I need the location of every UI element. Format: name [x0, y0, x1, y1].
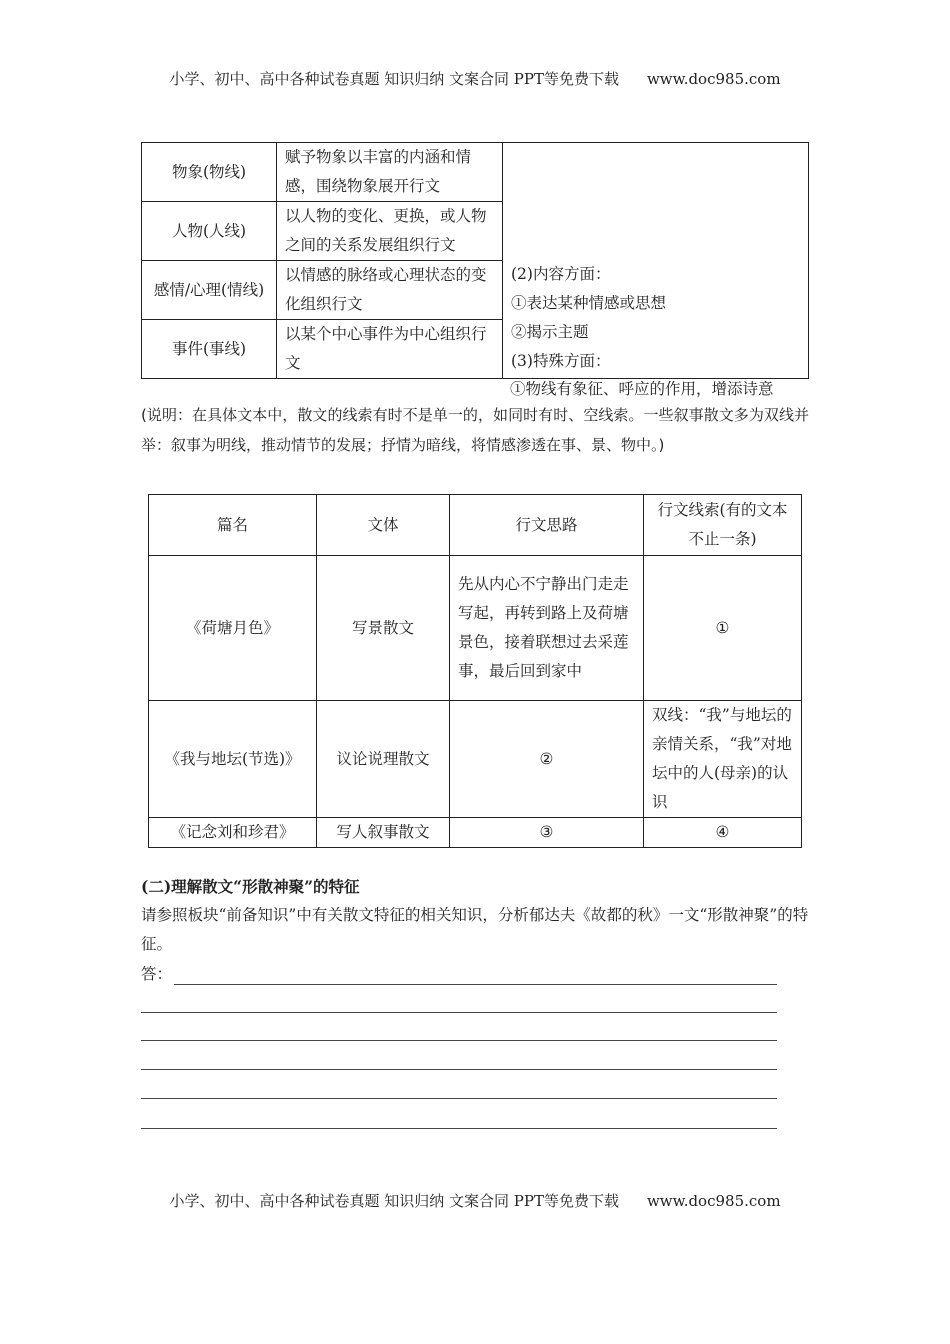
clue-types-table [141, 142, 809, 379]
table-row: 《我与地坛(节选)》 议论说理散文 ② 双线：“我”与地坛的亲情关系，“我”对地坛中的人(母亲)的认识 [149, 701, 802, 818]
answer-label: 答： [141, 965, 173, 983]
page-header: 小学、初中、高中各种试卷真题 知识归纳 文案合同 PPT等免费下载 www.doc985.com [169, 70, 781, 88]
section-title: (二)理解散文“形散神聚”的特征 [141, 877, 360, 896]
answer-line[interactable] [141, 1098, 777, 1099]
table-row: 《荷塘月色》 写景散文 先从内心不宁静出门走走写起，再转到路上及荷塘景色，接着联想过去采莲事，最后回到家中 ① [149, 556, 802, 701]
answer-line[interactable] [141, 1040, 777, 1041]
page-footer: 小学、初中、高中各种试卷真题 知识归纳 文案合同 PPT等免费下载 www.doc985.com [169, 1192, 781, 1210]
answer-line[interactable] [141, 1069, 777, 1070]
table-row: 《记念刘和珍君》 写人叙事散文 ③ ④ [149, 818, 802, 848]
answer-line[interactable] [141, 1128, 777, 1129]
table-row: 感情/心理(情线) 以情感的脉络或心理状态的变化组织行文 [142, 261, 809, 320]
table-header-row: 篇名 文体 行文思路 行文线索(有的文本不止一条) [149, 495, 802, 556]
table-row: 事件(事线) 以某个中心事件为中心组织行文 [142, 320, 809, 379]
answer-line[interactable] [141, 1012, 777, 1013]
table-row: 人物(人线) 以人物的变化、更换，或人物之间的关系发展组织行文 [142, 202, 809, 261]
table-row: 物象(物线) 赋予物象以丰富的内涵和情感，围绕物象展开行文 (2)内容方面： ①表达某种情感或思想 ②揭示主题 (3)特殊方面： [142, 143, 809, 202]
overflow-text: ①物线有象征、呼应的作用，增添诗意 [510, 380, 774, 398]
effect-cell: (2)内容方面： ①表达某种情感或思想 ②揭示主题 (3)特殊方面： [503, 143, 809, 379]
section-prompt: 请参照板块“前备知识”中有关散文特征的相关知识，分析郁达夫《故都的秋》一文“形散神聚”的特征。 [141, 906, 809, 953]
note-paragraph: (说明：在具体文本中，散文的线索有时不是单一的，如同时有时、空线索。一些叙事散文多为双线并举：叙事为明线，推动情节的发展；抒情为暗线，将情感渗透在事、景、物中。) [141, 406, 809, 454]
essay-table [148, 494, 802, 848]
answer-line[interactable] [174, 984, 777, 985]
